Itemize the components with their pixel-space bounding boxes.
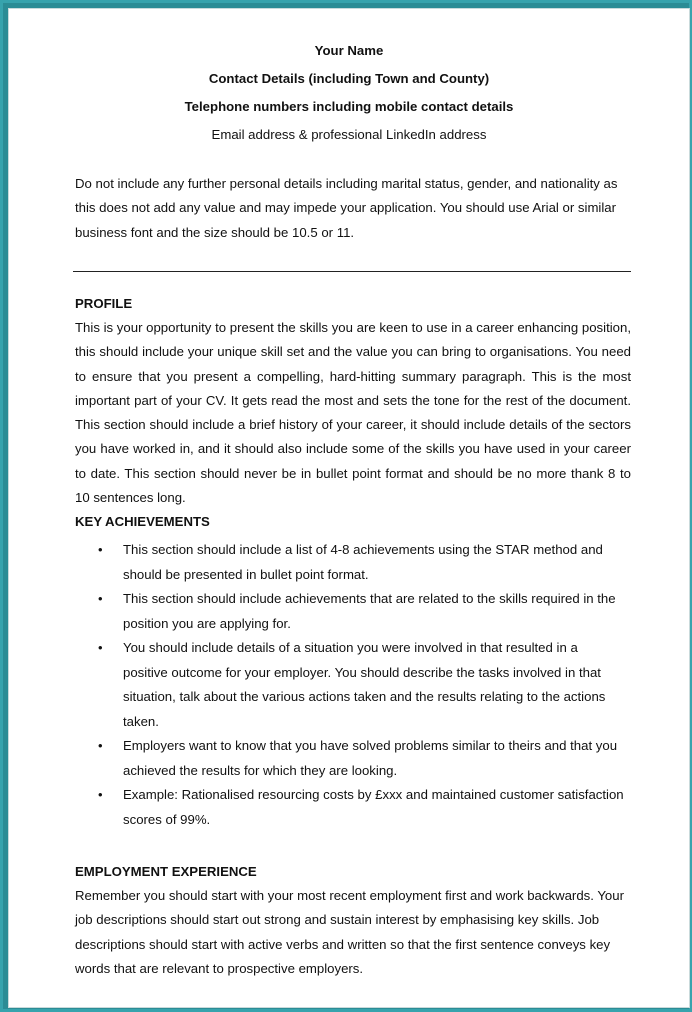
list-item-text: This section should include achievements that are related to the skills required in the position you are applying for. [123,591,616,631]
employment-section [75,860,631,981]
list-item-text: You should include details of a situation you were involved in that resulted in a positive outcome for your employer. You should describe the tasks involved in that situation, talk about the various actions taken and the results relating to the actions taken. [123,640,606,729]
bullet-icon: • [98,787,103,803]
bullet-icon: • [98,640,103,656]
employment-heading: EMPLOYMENT EXPERIENCE [75,864,257,879]
bullet-icon: • [98,591,103,607]
bullet-icon: • [98,542,103,558]
key-achievements-heading: KEY ACHIEVEMENTS [75,514,210,530]
email-line: Email address & professional LinkedIn address [211,127,487,142]
intro-paragraph: Do not include any further personal details including marital status, gender, and nationality as this does not add any value and may impede your application. You should use Arial or similar business font and the size should be 10.5 or 11. [75,176,618,240]
list-item-text: This section should include a list of 4-8 achievements using the STAR method and should be presented in bullet point format. [123,542,603,582]
telephone-line: Telephone numbers including mobile contact details [184,99,514,114]
list-item-text: Employers want to know that you have solved problems similar to theirs and that you achieved the results for which they are looking. [123,738,618,778]
list-item [75,636,625,734]
bullet-icon: • [98,738,103,754]
cv-header [9,37,689,149]
list-item [75,783,625,832]
contact-details-line: Contact Details (including Town and County) [208,71,490,86]
list-item [75,734,625,783]
main-sections [75,292,631,832]
list-item [75,587,625,636]
employment-paragraph: Remember you should start with your most recent employment first and work backwards. Your job descriptions should start out strong and sustain interest by emphasising key skills. Job descriptions should start with active verbs and written so that the first sentence conveys key words that are relevant to prospective employers. [75,888,624,976]
horizontal-divider [73,271,631,272]
list-item [75,538,625,587]
profile-paragraph: This is your opportunity to present the skills you are keen to use in a career enhancing position, this should include your unique skill set and the value you can bring to organisations. You need to ensure that you present a compelling, hard-hitting summary paragraph. This is the most important part of your CV. It gets read the most and sets the tone for the rest of the document. This section should include a brief history of your career, it should include details of the sectors you have worked in, and it should also include some of the skills you have used in your career to date. This section should never be in bullet point format and should be no more thank 8 to 10 sentences long. [75,320,631,506]
name-line: Your Name [314,43,384,58]
achievements-list [75,538,631,832]
profile-heading: PROFILE [75,296,133,311]
document-page [8,8,690,1008]
list-item-text: Example: Rationalised resourcing costs by £xxx and maintained customer satisfaction scores of 99%. [123,787,624,827]
